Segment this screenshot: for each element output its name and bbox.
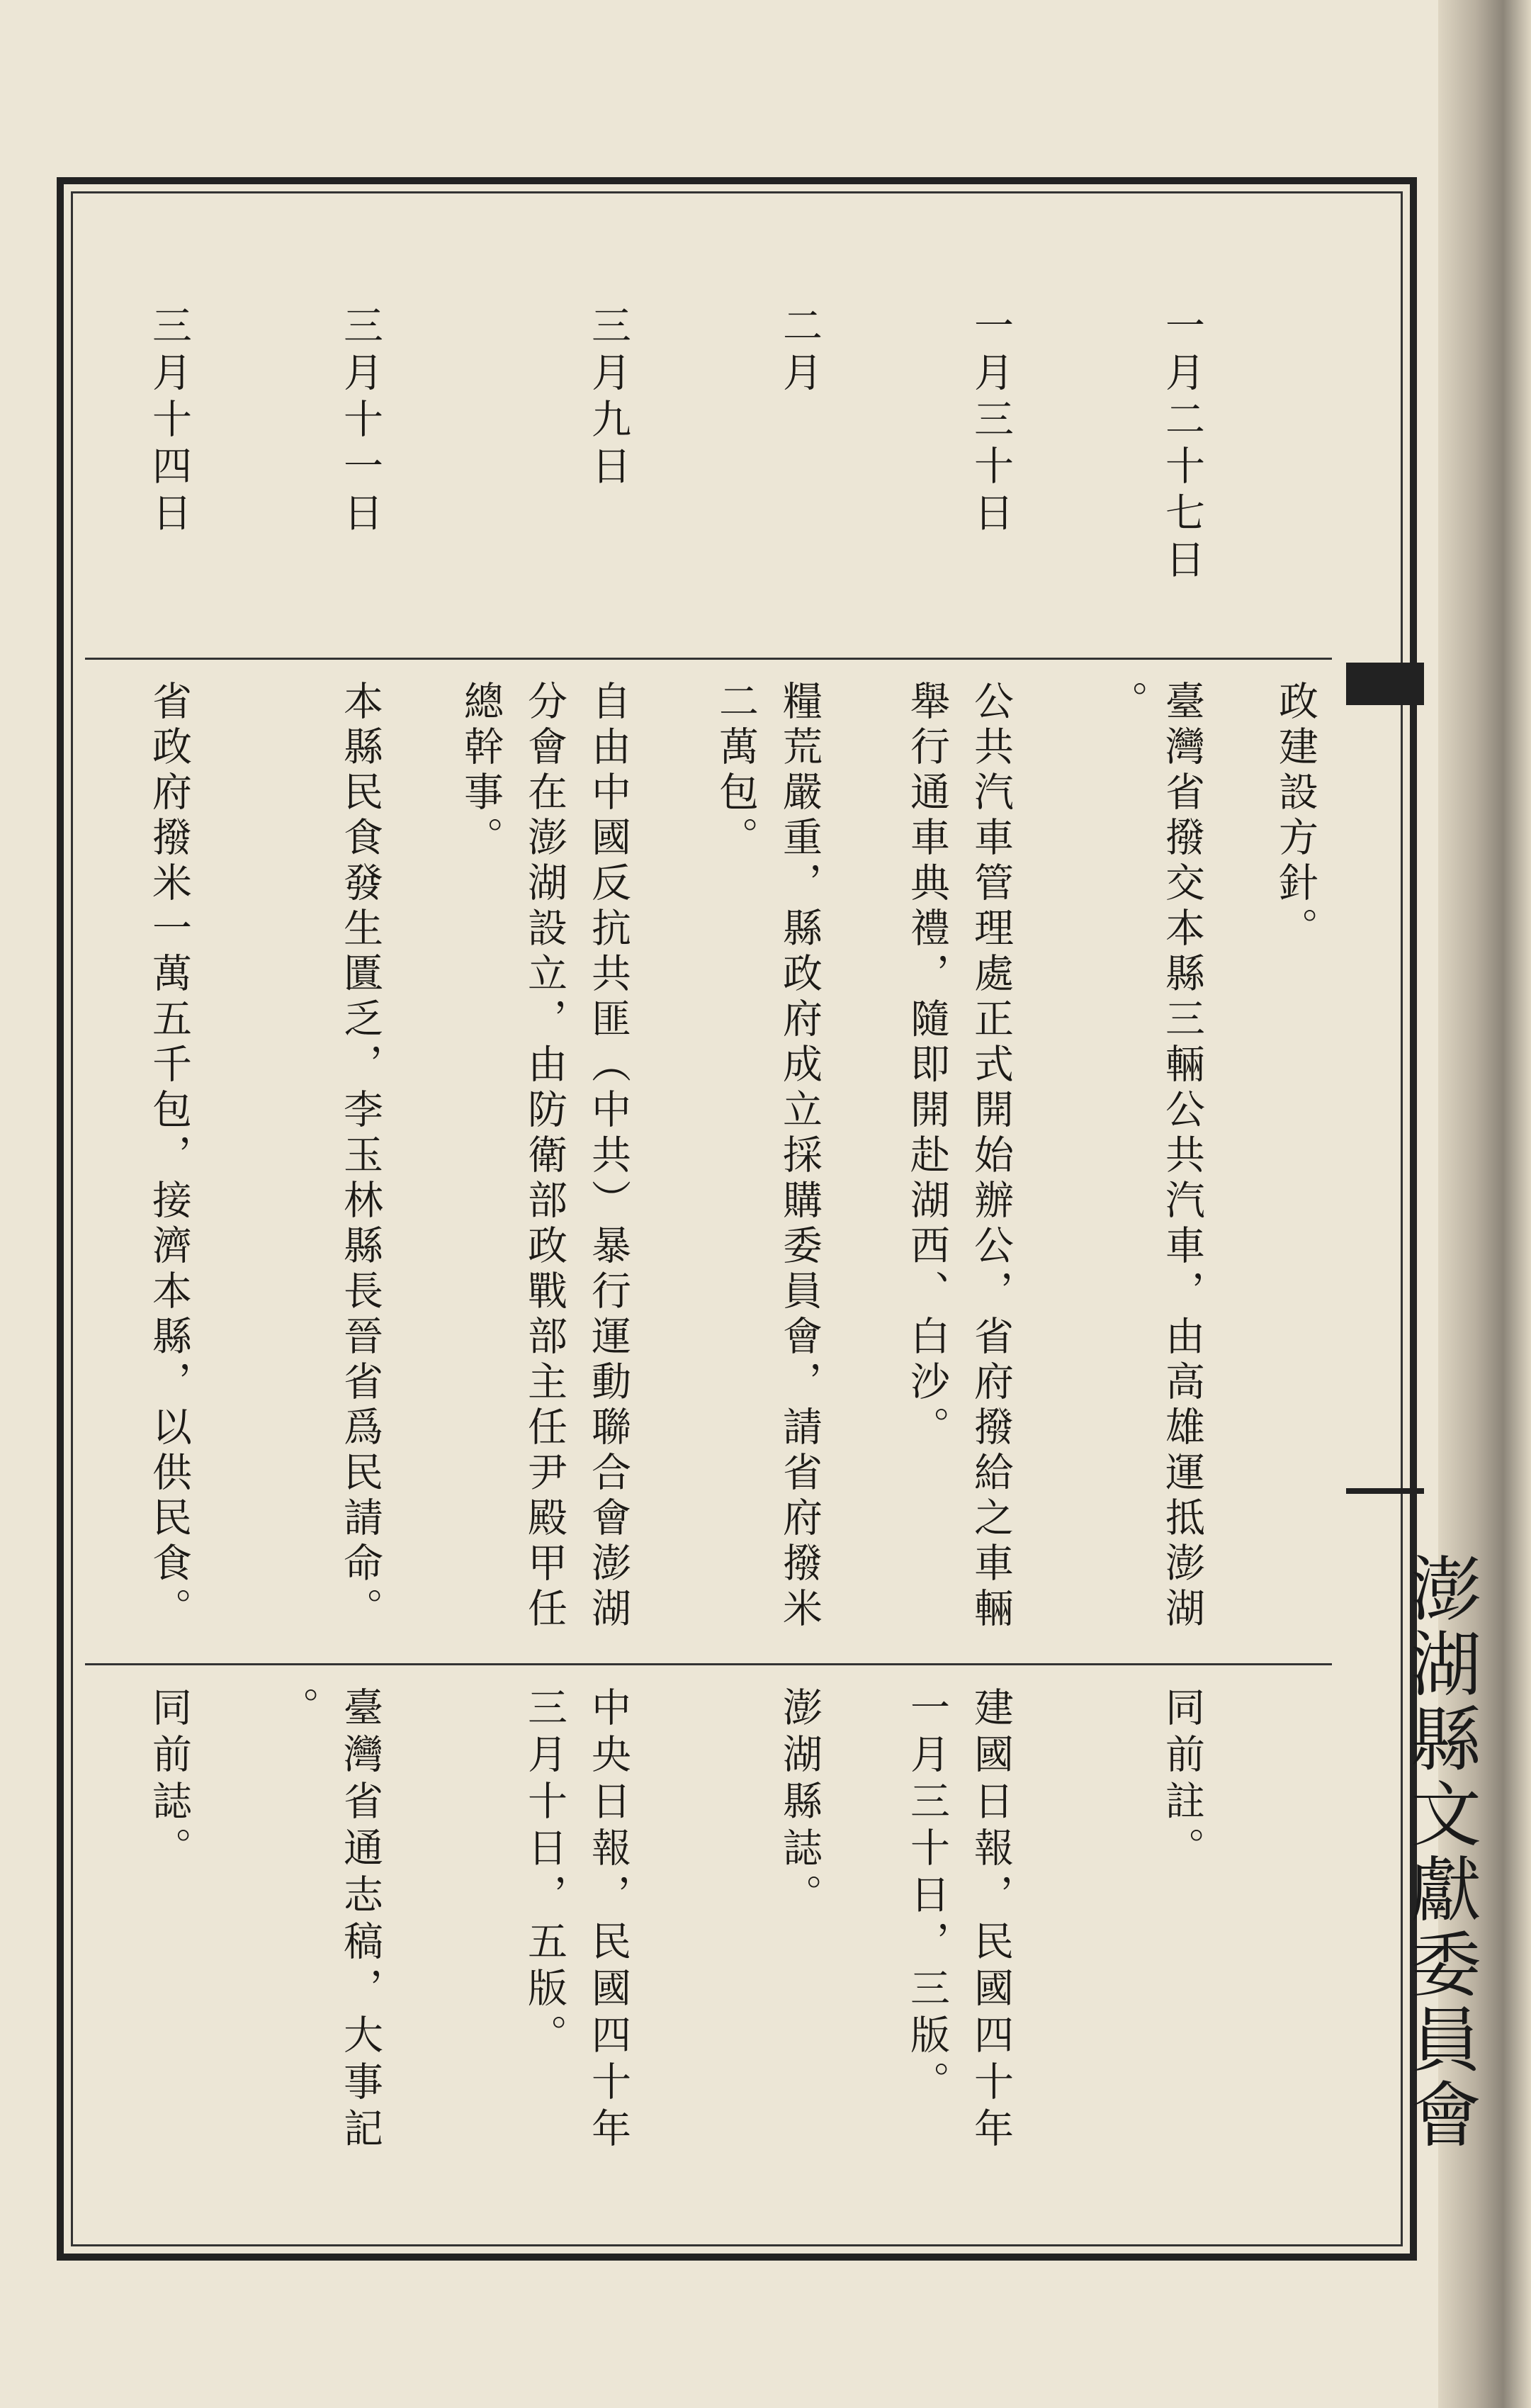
section-tab-rule — [1346, 1488, 1424, 1494]
publisher-title: 澎湖縣文獻委員會 — [1399, 1552, 1481, 2153]
entry-event-line: 省政府撥米一萬五千包，接濟本縣，以供民食。 — [146, 680, 192, 1633]
date-event-divider — [85, 658, 1332, 660]
entry-event-line: 自由中國反抗共匪（中共）暴行運動聯合會澎湖 — [585, 680, 631, 1633]
entry-date: 三月十一日 — [337, 305, 383, 539]
entry-event-line: 總幹事。 — [458, 680, 504, 862]
page-border — [57, 177, 1417, 2261]
entry-source-line: 同前誌。 — [146, 1687, 192, 1874]
entry-source-line: 同前註。 — [1159, 1687, 1205, 1874]
entry-source-line: 一月三十日，三版。 — [904, 1687, 950, 2108]
entry-event-line: 二萬包。 — [713, 680, 759, 862]
entry-date: 一月二十七日 — [1159, 305, 1205, 585]
entry-event-line: 公共汽車管理處正式開始辦公，省府撥給之車輛 — [968, 680, 1014, 1633]
entry-event-line: 本縣民食發生匱乏，李玉林縣長晉省爲民請命。 — [337, 680, 383, 1633]
entry-source-line: 中央日報，民國四十年 — [585, 1687, 631, 2154]
entry-event-line: 臺灣省撥交本縣三輛公共汽車，由高雄運抵澎湖 — [1159, 680, 1205, 1633]
entry-source-line: 澎湖縣誌。 — [776, 1687, 823, 1920]
entry-source-line: 。 — [273, 1687, 320, 1733]
entry-date: 三月九日 — [585, 305, 631, 492]
continuation-text: 政建設方針。 — [1272, 680, 1318, 952]
entry-source-line: 臺灣省通志稿，大事記 — [337, 1687, 383, 2154]
section-tab-mark — [1346, 663, 1424, 705]
entry-date: 三月十四日 — [146, 305, 192, 539]
entry-date: 一月三十日 — [968, 305, 1014, 539]
entry-event-line: 。 — [1102, 680, 1148, 726]
entry-event-line: 分會在澎湖設立，由防衛部政戰部主任尹殿甲任 — [521, 680, 567, 1633]
entry-event-line: 舉行通車典禮，隨即開赴湖西、白沙。 — [904, 680, 950, 1451]
entry-event-line: 糧荒嚴重，縣政府成立採購委員會，請省府撥米 — [776, 680, 823, 1633]
entry-source-line: 三月十日，五版。 — [521, 1687, 567, 2061]
entry-date: 二月 — [776, 305, 823, 398]
event-source-divider — [85, 1663, 1332, 1665]
entry-source-line: 建國日報，民國四十年 — [968, 1687, 1014, 2154]
